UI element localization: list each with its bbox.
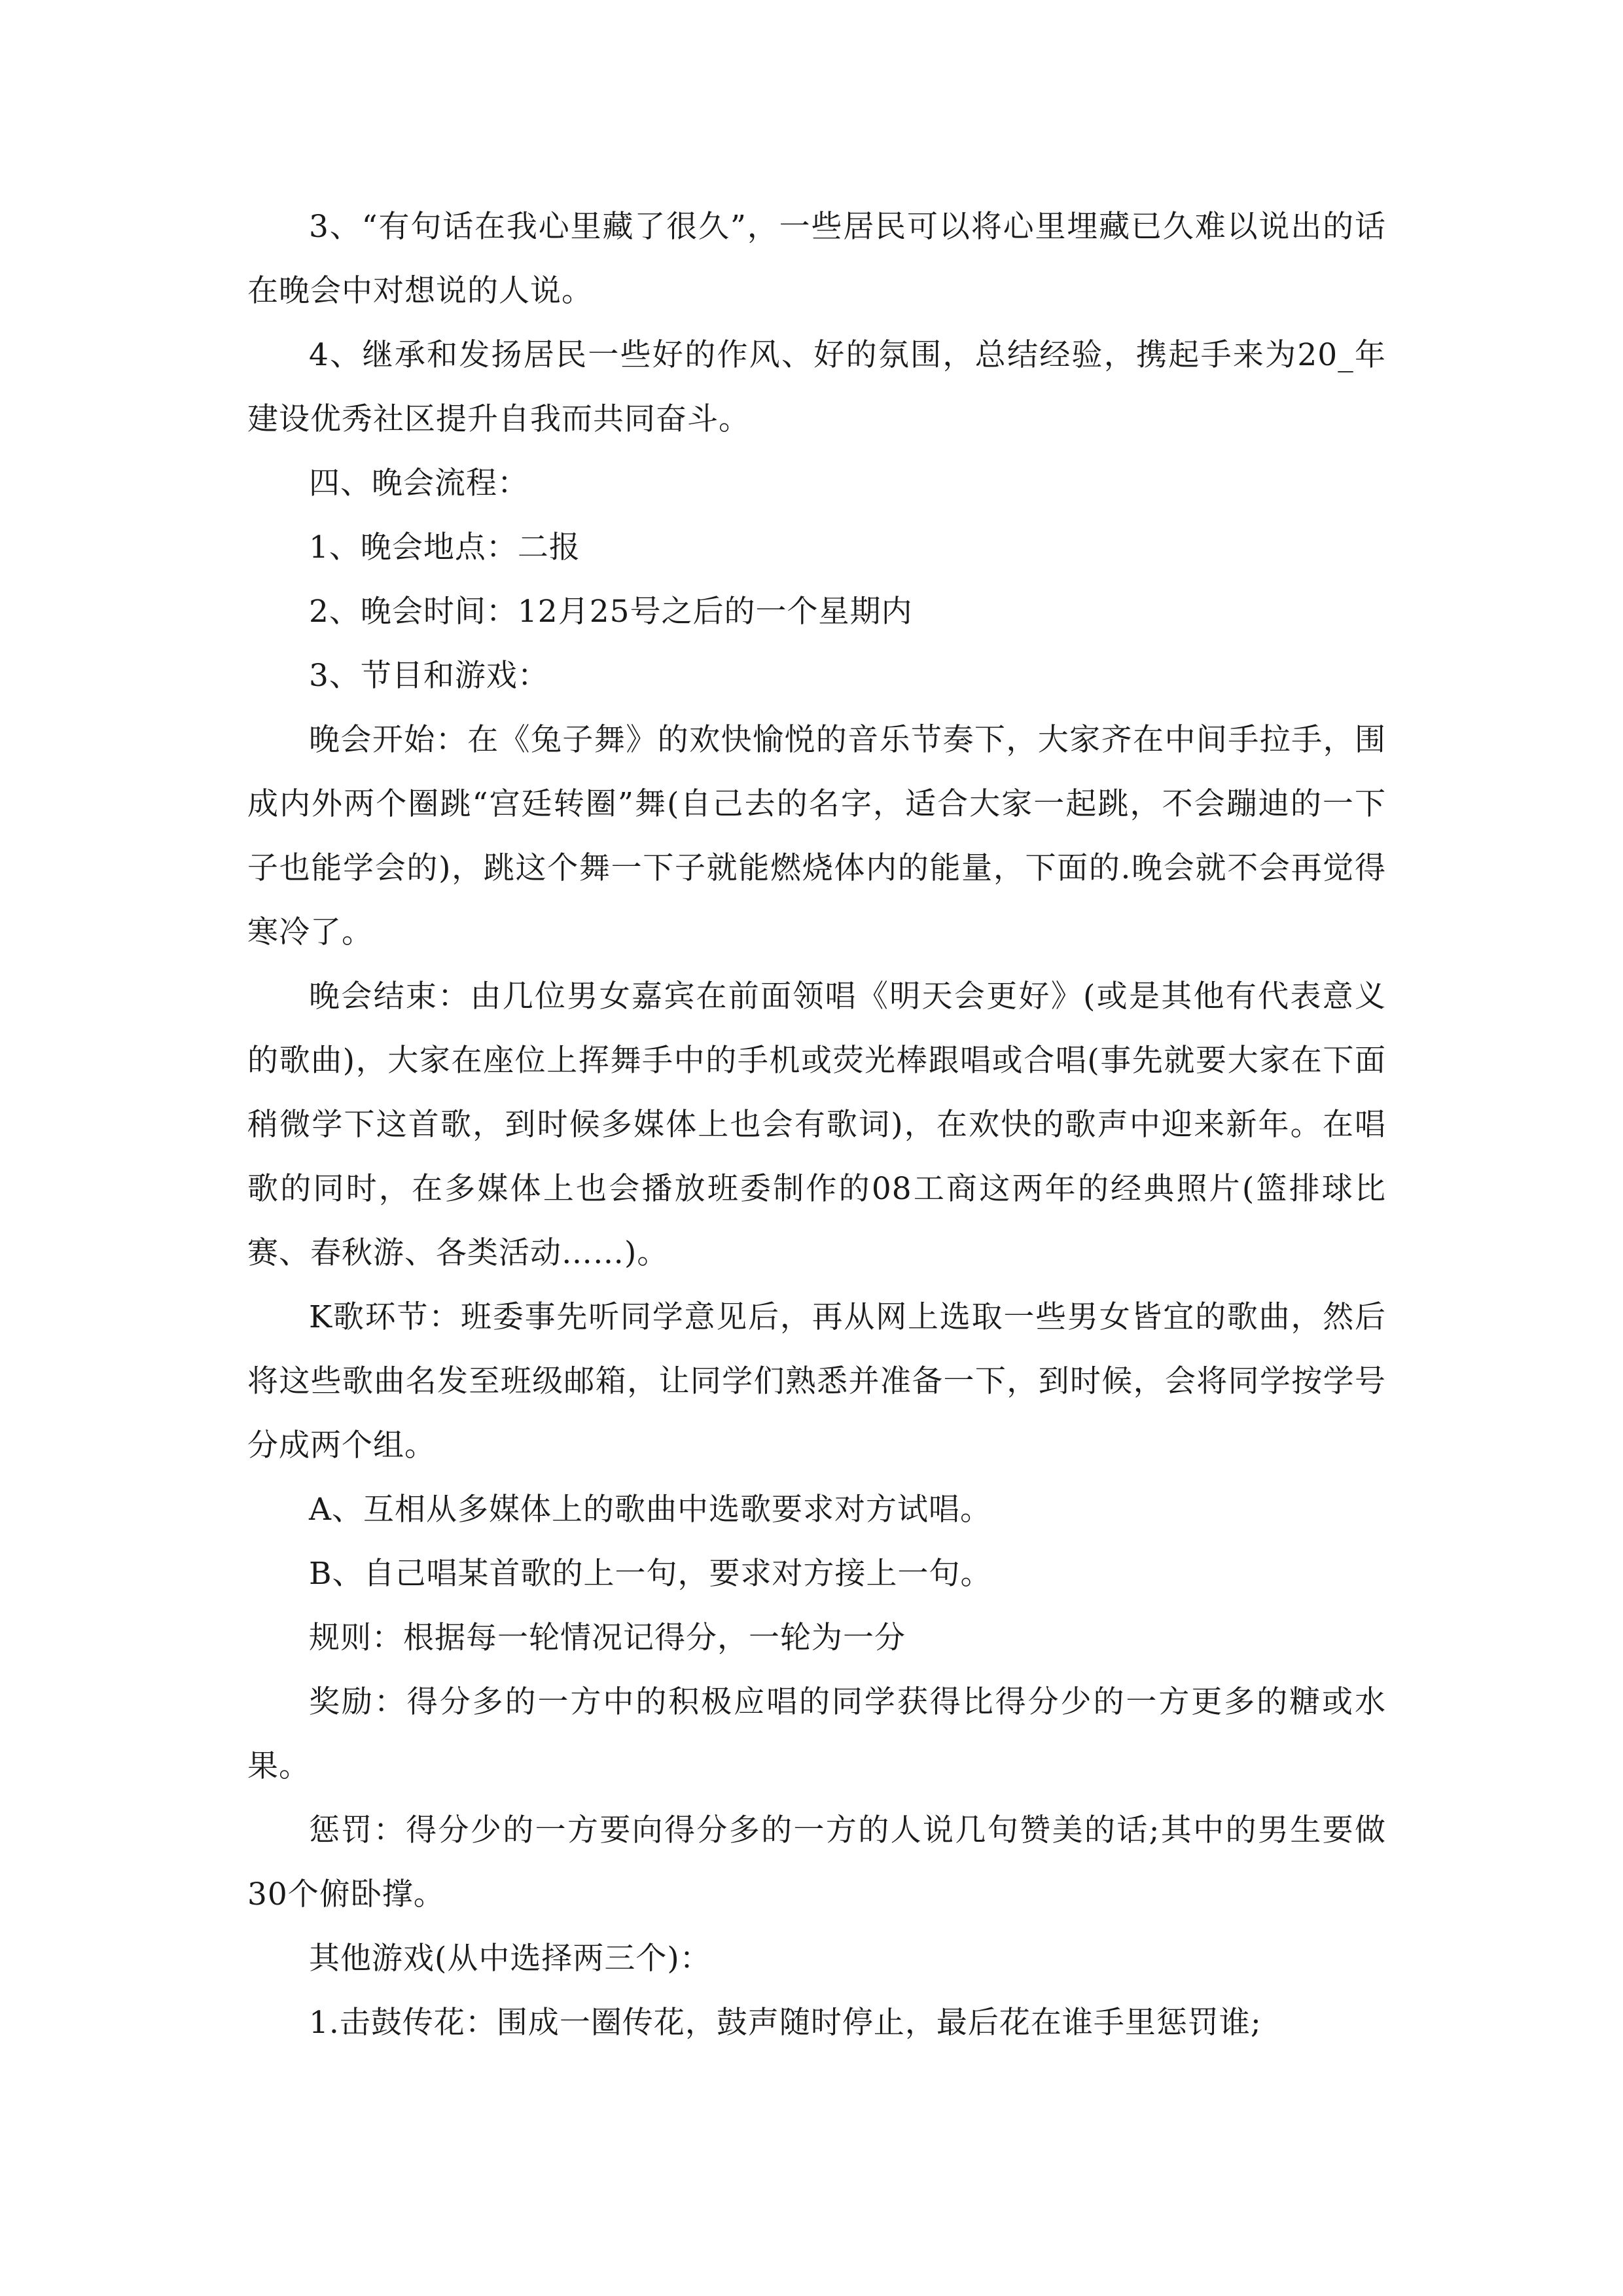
paragraph-programs-games: 3、节目和游戏： [309,658,549,694]
paragraph-karaoke: K歌环节：班委事先听同学意见后，再从网上选取一些男女皆宜的歌曲，然后将这些歌曲名发至班级邮箱，让同学们熟悉并准备一下，到时候，会将同学按学号分成两个组。 [247,1299,1386,1463]
document-body [247,195,1386,2055]
paragraph-opening: 晚会开始：在《兔子舞》的欢快愉悦的音乐节奏下，大家齐在中间手拉手，围成内外两个圈跳“宫廷转圈”舞(自己去的名字，适合大家一起跳，不会蹦迪的一下子也能学会的)，跳这个舞一下子就能燃烧体内的能量，下面的.晚会就不会再觉得寒冷了。 [247,722,1386,950]
paragraph-scoring-rules: 规则：根据每一轮情况记得分，一轮为一分 [309,1620,906,1656]
paragraph-venue: 1、晚会地点：二报 [309,529,580,565]
paragraph-other-games: 其他游戏(从中选择两三个)： [309,1941,711,1977]
paragraph-game-1: 1.击鼓传花：围成一圈传花，鼓声随时停止，最后花在谁手里惩罚谁; [309,2005,1262,2041]
paragraph-reward: 奖励：得分多的一方中的积极应唱的同学获得比得分少的一方更多的糖或水果。 [247,1684,1386,1784]
paragraph-time: 2、晚会时间：12月25号之后的一个星期内 [309,594,913,630]
section-heading-program-flow: 四、晚会流程： [309,465,529,501]
paragraph-item-3: 3、“有句话在我心里藏了很久”，一些居民可以将心里埋藏已久难以说出的话在晚会中对想说的人说。 [247,209,1386,309]
paragraph-rule-a: A、互相从多媒体上的歌曲中选歌要求对方试唱。 [309,1492,991,1528]
paragraph-item-4: 4、继承和发扬居民一些好的作风、好的氛围，总结经验，携起手来为20_年建设优秀社区提升自我而共同奋斗。 [247,337,1386,437]
paragraph-rule-b: B、自己唱某首歌的上一句，要求对方接上一句。 [309,1556,992,1592]
paragraph-closing: 晚会结束：由几位男女嘉宾在前面领唱《明天会更好》(或是其他有代表意义的歌曲)，大家在座位上挥舞手中的手机或荧光棒跟唱或合唱(事先就要大家在下面稍微学下这首歌，到时候多媒体上也会有歌词)，在欢快的歌声中迎来新年。在唱歌的同时，在多媒体上也会播放班委制作的08工商这两年的经典照片(篮排球比赛、春秋游、各类活动……)。 [247,978,1386,1271]
paragraph-penalty: 惩罚：得分少的一方要向得分多的一方的人说几句赞美的话;其中的男生要做30个俯卧撑。 [247,1812,1386,1912]
